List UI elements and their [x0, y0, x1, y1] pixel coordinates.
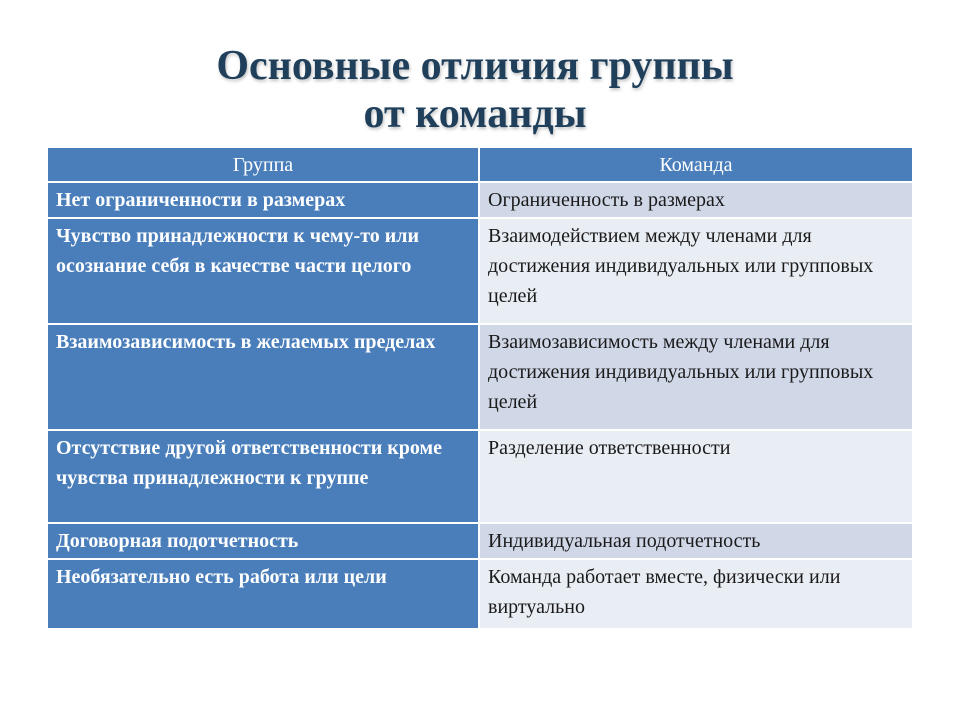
table-row: [48, 523, 912, 559]
comparison-table: [48, 148, 912, 630]
table-row: [48, 324, 912, 430]
group-cell: Взаимозависимость в желаемых пределах: [48, 324, 479, 430]
title-line-2: от команды: [363, 91, 587, 137]
team-cell: Взаимозависимость между членами для достижения индивидуальных или групповых целей: [479, 324, 912, 430]
team-cell: Взаимодействием между членами для достижения индивидуальных или групповых целей: [479, 218, 912, 324]
group-cell: Договорная подотчетность: [48, 523, 479, 559]
group-cell: Нет ограниченности в размерах: [48, 182, 479, 218]
group-cell: Чувство принадлежности к чему-то или осознание себя в качестве части целого: [48, 218, 479, 324]
table-row: [48, 430, 912, 523]
table-header-row: [48, 148, 912, 182]
table-row: [48, 218, 912, 324]
team-cell: Разделение ответственности: [479, 430, 912, 523]
title-line-1: Основные отличия группы: [216, 43, 734, 89]
table-row: [48, 182, 912, 218]
header-group: Группа: [48, 148, 479, 182]
table-row: [48, 559, 912, 629]
group-cell: Отсутствие другой ответственности кроме чувства принадлежности к группе: [48, 430, 479, 523]
header-team: Команда: [479, 148, 912, 182]
group-cell: Необязательно есть работа или цели: [48, 559, 479, 629]
page-title: [0, 42, 950, 138]
team-cell: Ограниченность в размерах: [479, 182, 912, 218]
team-cell: Команда работает вместе, физически или виртуально: [479, 559, 912, 629]
team-cell: Индивидуальная подотчетность: [479, 523, 912, 559]
